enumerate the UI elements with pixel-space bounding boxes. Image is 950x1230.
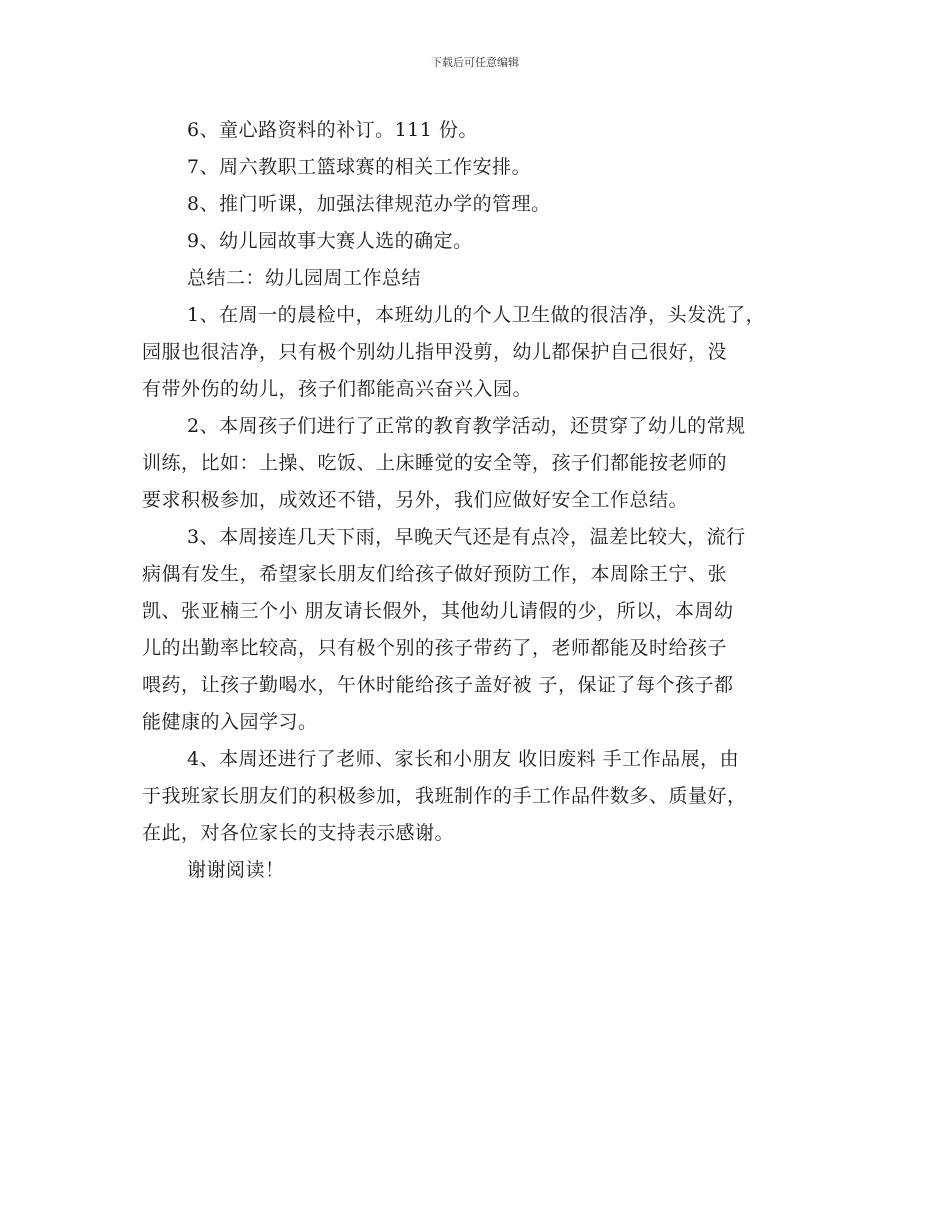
paragraph-3-line-5: 喂药，让孩子勤喝水，午休时能给孩子盖好被 子，保证了每个孩子都 [142,674,734,696]
paragraph-2-line-3: 要求积极参加，成效还不错，另外，我们应做好安全工作总结。 [142,489,689,511]
list-item-8: 8、推门听课，加强法律规范办学的管理。 [187,193,551,215]
paragraph-2-line-2: 训练，比如：上操、吃饭、上床睡觉的安全等，孩子们都能按老师的 [142,452,728,474]
paragraph-2-line-1: 2、本周孩子们进行了正常的教育教学活动，还贯穿了幼儿的常规 [187,415,746,437]
paragraph-3-line-1: 3、本周接连几天下雨，早晚天气还是有点冷，温差比较大，流行 [187,526,746,548]
paragraph-3-line-3: 凯、张亚楠三个小 朋友请长假外，其他幼儿请假的少，所以，本周幼 [142,600,734,622]
paragraph-4-line-1: 4、本周还进行了老师、家长和小朋友 收旧废料 手工作品展，由 [187,748,740,770]
paragraph-3-line-6: 能健康的入园学习。 [142,711,318,733]
closing-line: 谢谢阅读！ [187,859,285,881]
paragraph-4-line-2: 于我班家长朋友们的积极参加，我班制作的手工作品件数多、质量好， [142,785,747,807]
paragraph-3-line-4: 儿的出勤率比较高，只有极个别的孩子带药了，老师都能及时给孩子 [142,637,728,659]
list-item-9: 9、幼儿园故事大赛人选的确定。 [187,230,473,252]
section-heading: 总结二：幼儿园周工作总结 [187,267,422,289]
list-item-6: 6、童心路资料的补订。111 份。 [187,119,478,141]
list-item-7: 7、周六教职工篮球赛的相关工作安排。 [187,156,532,178]
paragraph-1-line-1: 1、在周一的晨检中，本班幼儿的个人卫生做的很洁净，头发洗了， [187,304,766,326]
paragraph-4-line-3: 在此，对各位家长的支持表示感谢。 [142,822,455,844]
document-body [142,112,822,889]
page-header-note: 下载后可任意编辑 [431,56,519,69]
paragraph-1-line-3: 有带外伤的幼儿，孩子们都能高兴奋兴入园。 [142,378,533,400]
paragraph-1-line-2: 园服也很洁净，只有极个别幼儿指甲没剪，幼儿都保护自己很好，没 [142,341,728,363]
paragraph-3-line-2: 病偶有发生，希望家长朋友们给孩子做好预防工作，本周除王宁、张 [142,563,728,585]
